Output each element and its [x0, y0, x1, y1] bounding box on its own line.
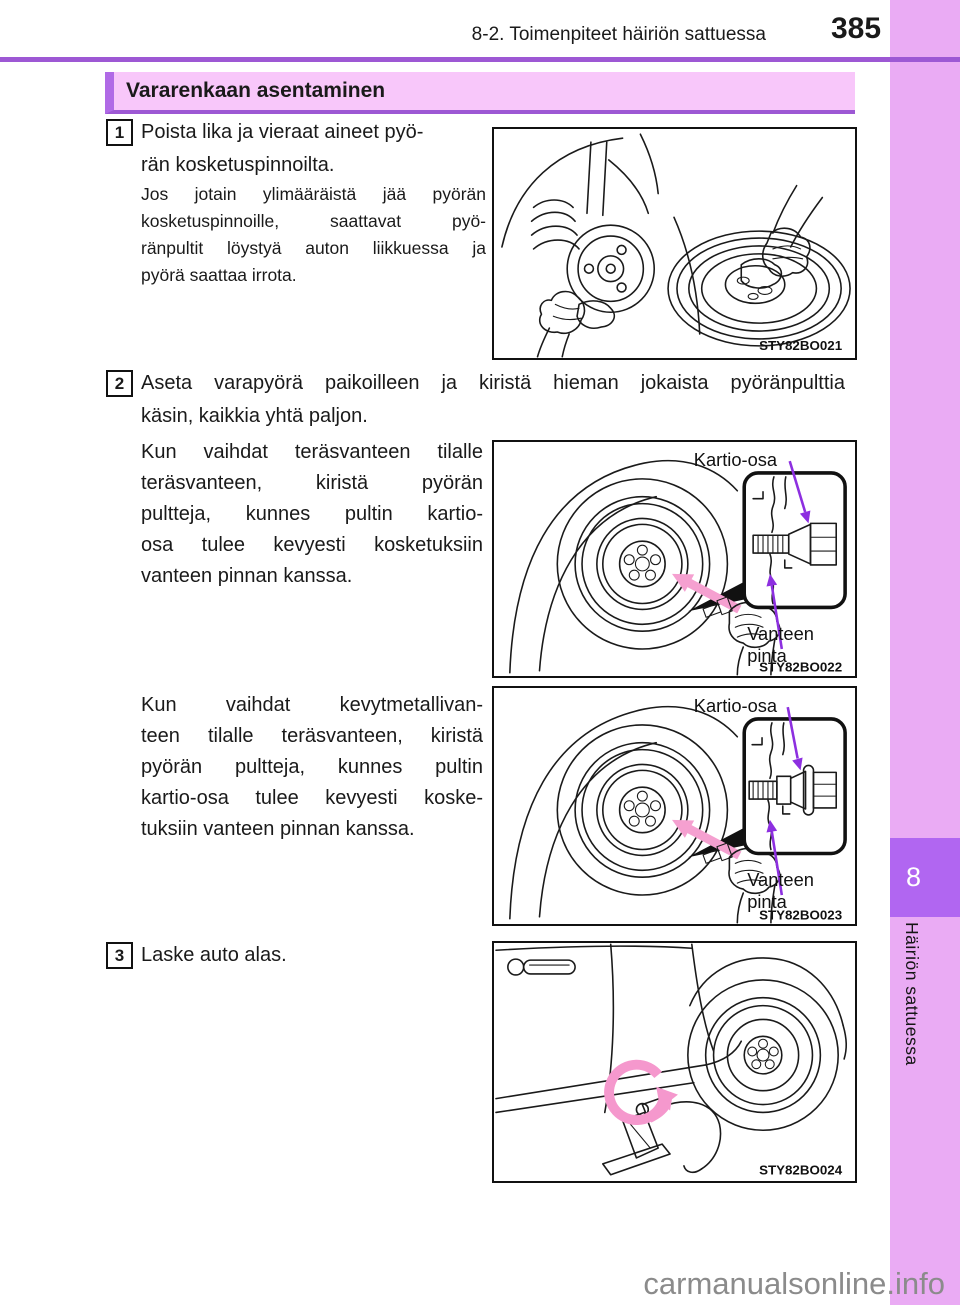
para-line: vanteen pinnan kanssa.: [141, 565, 353, 587]
para-line: pyörän pultteja, kunnes pultin: [141, 756, 483, 778]
label-rim-line2: pinta: [747, 644, 787, 666]
running-header: 8-2. Toimenpiteet häiriön sattuessa: [471, 24, 766, 45]
page-number: 385: [830, 12, 882, 45]
figure-alloy-wheel-bolt: [492, 686, 857, 926]
figure4-code: STY82BO024: [759, 1162, 843, 1178]
para-line: kartio-osa tulee kevyesti koske-: [141, 787, 483, 809]
figure3-illustration: [494, 688, 855, 924]
label-rim-line2: pinta: [747, 890, 787, 912]
note-line: kosketuspinnoille, saattavat pyö-: [141, 211, 486, 231]
chapter-vertical-label: Häiriön sattuessa: [902, 922, 922, 1066]
label-cone: Kartio-osa: [693, 449, 778, 471]
label-rim-line1: Vanteen: [747, 623, 814, 645]
para-line: Kun vaihdat teräsvanteen tilalle: [141, 441, 483, 463]
note-line: ränpultit löystyä auton liikkuessa ja: [141, 238, 486, 258]
step2-text: [141, 367, 845, 433]
step1-text: [141, 116, 501, 182]
figure2-code: STY82BO022: [759, 659, 843, 675]
para-line: tuksiin vanteen pinnan kanssa.: [141, 818, 415, 840]
para-line: teräsvanteen, kiristä pyörän: [141, 472, 483, 494]
para-line: teen tilalle teräsvanteen, kiristä: [141, 725, 483, 747]
figure-steel-wheel-bolt: [492, 440, 857, 678]
alloy-wheel-paragraph: [141, 690, 483, 845]
figure-lower-vehicle: [492, 941, 857, 1183]
callout-box: [744, 473, 845, 608]
step2-line1: Aseta varapyörä paikoilleen ja kiristä hieman jokaista pyöränpulttia: [141, 372, 845, 394]
section-title: Vararenkaan asentaminen: [105, 72, 855, 114]
step2-number-box: 2: [106, 370, 133, 397]
figure1-illustration: [494, 129, 855, 358]
step1-line2: rän kosketuspinnoilta.: [141, 154, 335, 176]
step2-line2: käsin, kaikkia yhtä paljon.: [141, 405, 368, 427]
steel-wheel-paragraph: [141, 437, 483, 592]
step3-text: [141, 939, 501, 972]
step1-number-box: 1: [106, 119, 133, 146]
para-line: pultteja, kunnes pultin kartio-: [141, 503, 483, 525]
figure3-code: STY82BO023: [759, 907, 843, 923]
watermark: carmanualsonline.info: [643, 1266, 945, 1301]
note-line: Jos jotain ylimääräistä jää pyörän: [141, 184, 486, 204]
step1-note: [141, 181, 486, 289]
label-rim-line1: Vanteen: [747, 869, 814, 891]
para-line: Kun vaihdat kevytmetallivan-: [141, 694, 483, 716]
figure4-illustration: [494, 943, 855, 1181]
chapter-number-tab: 8: [890, 838, 960, 917]
label-cone: Kartio-osa: [693, 695, 778, 717]
figure1-code: STY82BO021: [759, 337, 843, 353]
figure2-illustration: [494, 442, 855, 676]
para-line: osa tulee kevyesti kosketuksiin: [141, 534, 483, 556]
header-rule: [0, 57, 960, 62]
step3-line1: Laske auto alas.: [141, 944, 287, 966]
step3-number-box: 3: [106, 942, 133, 969]
note-line: pyörä saattaa irrota.: [141, 265, 297, 285]
chapter-side-band: [890, 0, 960, 1305]
step1-line1: Poista lika ja vieraat aineet pyö-: [141, 121, 424, 143]
figure-clean-contact-surfaces: [492, 127, 857, 360]
